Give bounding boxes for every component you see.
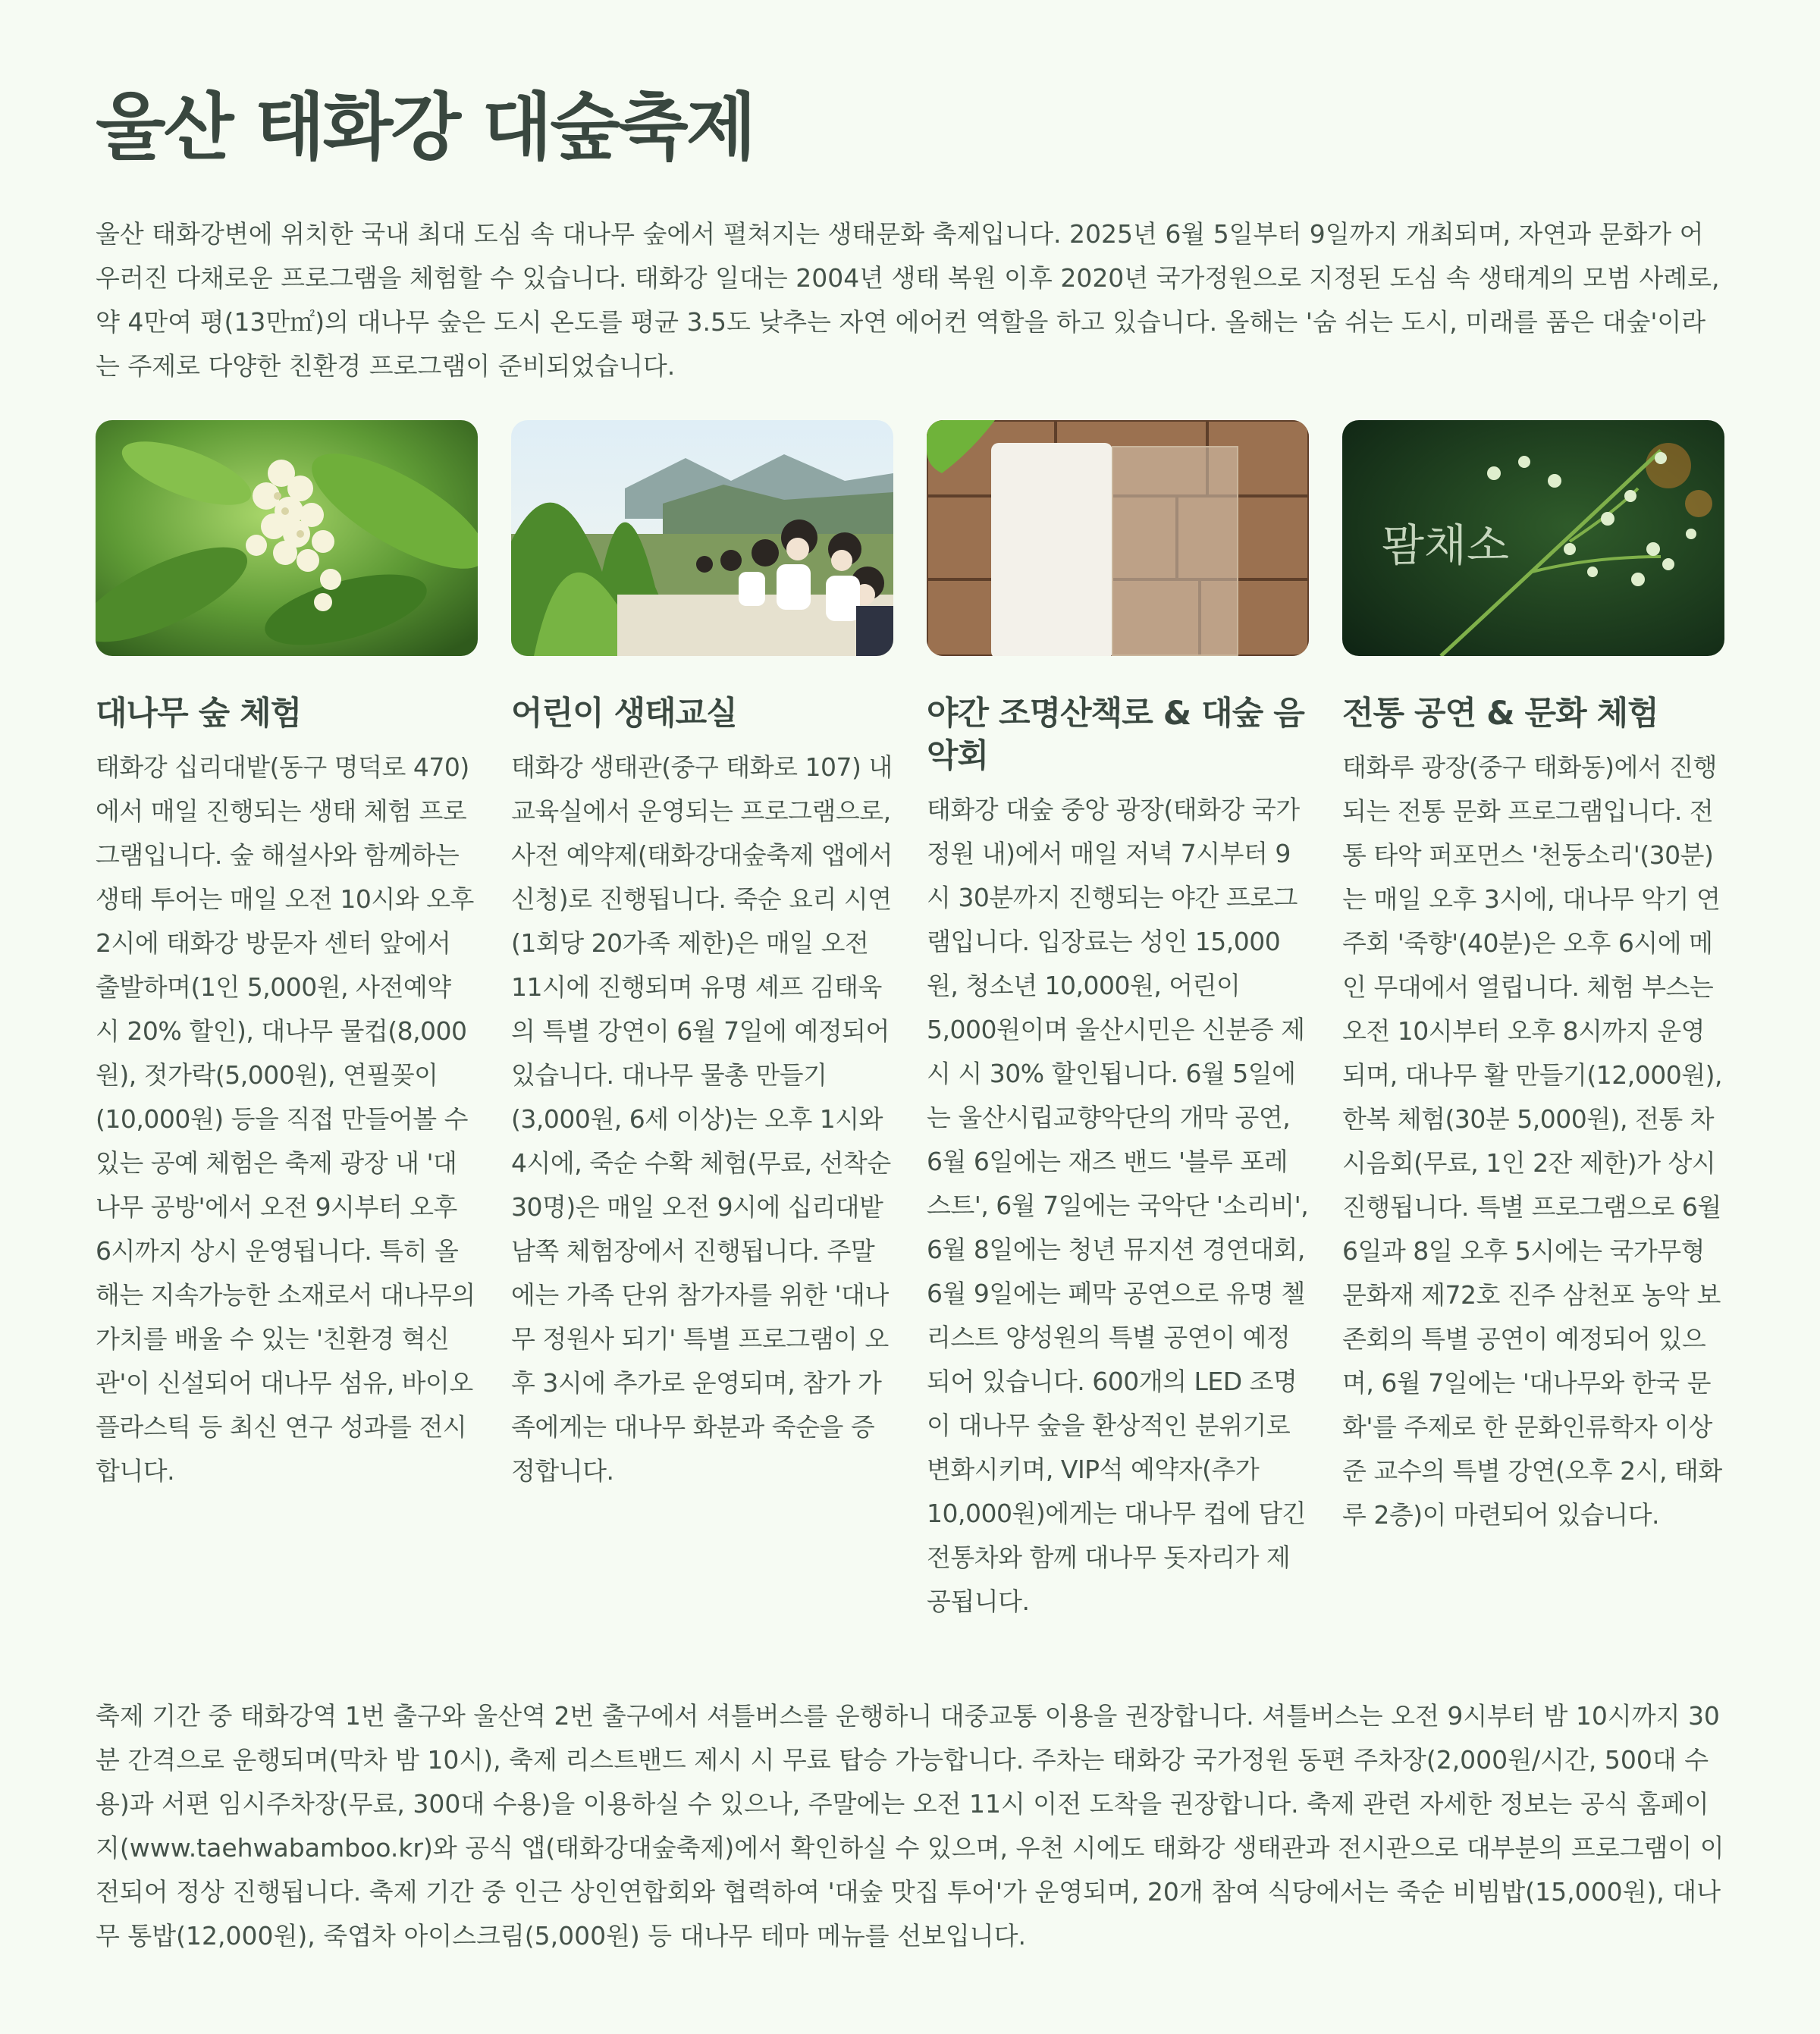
section-bamboo-forest — [96, 420, 478, 1493]
section-title: 전통 공연 & 문화 체험 — [1342, 695, 1658, 733]
intro-paragraph: 울산 태화강변에 위치한 국내 최대 도심 속 대나무 숲에서 펼쳐지는 생태문화 축제입니다. 2025년 6월 5일부터 9일까지 개최되며, 자연과 문화가 어우러진 다채로운 프로그램을 체험할 수 있습니다. 태화강 일대는 2004년 생태 복원 이후 2020년 국가정원으로 지정된 도심 속 생태계의 모범 사례로, 약 4만여 평(13만㎡)의 대나무 숲은 도시 온도를 평균 3.5도 낮추는 자연 에어컨 역할을 하고 있습니다. 올해는 '숨 쉬는 도시, 미래를 품은 대숲'이라는 주제로 다양한 친환경 프로그램이 준비되었습니다. — [96, 219, 1720, 381]
outro-paragraph: 축제 기간 중 태화강역 1번 출구와 울산역 2번 출구에서 셔틀버스를 운행하니 대중교통 이용을 권장합니다. 셔틀버스는 오전 9시부터 밤 10시까지 30분 간격으로 운행되며(막차 밤 10시), 축제 리스트밴드 제시 시 무료 탑승 가능합니다. 주차는 태화강 국가정원 동편 주차장(2,000원/시간, 500대 수용)과 서편 임시주차장(무료, 300대 수용)을 이용하실 수 있으나, 주말에는 오전 11시 이전 도착을 권장합니다. 축제 관련 자세한 정보는 공식 홈페이지(www.taehwabamboo.kr)와 공식 앱(태화강대숲축제)에서 확인하실 수 있으며, 우천 시에도 태화강 생태관과 전시관으로 대부분의 프로그램이 이전되어 정상 진행됩니다. 축제 기간 중 인근 상인연합회와 협력하여 '대숲 맛집 투어'가 운영되며, 20개 참여 식당에서는 죽순 비빔밥(15,000원), 대나무 통밥(12,000원), 죽엽차 아이스크림(5,000원) 등 대나무 테마 메뉴를 선보입니다. — [96, 1701, 1724, 1951]
section-body: 태화강 생태관(중구 태화로 107) 내 교육실에서 운영되는 프로그램으로, 사전 예약제(태화강대숲축제 앱에서 신청)로 진행됩니다. 죽순 요리 시연(1회당 20가족 제한)은 매일 오전 11시에 진행되며 유명 셰프 김태욱의 특별 강연이 6월 7일에 예정되어 있습니다. 대나무 물총 만들기(3,000원, 6세 이상)는 오후 1시와 4시에, 죽순 수확 체험(무료, 선착순 30명)은 매일 오전 9시에 십리대밭 남쪽 체험장에서 진행됩니다. 주말에는 가족 단위 참가자를 위한 '대나무 정원사 되기' 특별 프로그램이 오후 3시에 추가로 운영되며, 참가 가족에게는 대나무 화분과 죽순을 증정합니다. — [511, 752, 893, 1486]
section-body: 태화강 대숲 중앙 광장(태화강 국가정원 내)에서 매일 저녁 7시부터 9시 30분까지 진행되는 야간 프로그램입니다. 입장료는 성인 15,000원, 청소년 10,000원, 어린이 5,000원이며 울산시민은 신분증 제시 시 30% 할인됩니다. 6월 5일에는 울산시립교향악단의 개막 공연, 6월 6일에는 재즈 밴드 '블루 포레스트', 6월 7일에는 국악단 '소리비', 6월 8일에는 청년 뮤지션 경연대회, 6월 9일에는 폐막 공연으로 유명 첼리스트 양성원의 특별 공연이 예정되어 있습니다. 600개의 LED 조명이 대나무 숲을 환상적인 분위기로 변화시키며, VIP석 예약자(추가 10,000원)에게는 대나무 컵에 담긴 전통차와 함께 대나무 돗자리가 제공됩니다. — [927, 795, 1309, 1616]
section-body: 태화루 광장(중구 태화동)에서 진행되는 전통 문화 프로그램입니다. 전통 타악 퍼포먼스 '천둥소리'(30분)는 매일 오후 3시에, 대나무 악기 연주회 '죽향'(40분)은 오후 6시에 메인 무대에서 열립니다. 체험 부스는 오전 10시부터 오후 8시까지 운영되며, 대나무 활 만들기(12,000원), 한복 체험(30분 5,000원), 전통 차 시음회(무료, 1인 2잔 제한)가 상시 진행됩니다. 특별 프로그램으로 6월 6일과 8일 오후 5시에는 국가무형문화재 제72호 진주 삼천포 농악 보존회의 특별 공연이 예정되어 있으며, 6월 7일에는 '대나무와 한국 문화'를 주제로 한 문화인류학자 이상준 교수의 특별 강연(오후 2시, 태화루 2층)이 마련되어 있습니다. — [1342, 752, 1722, 1530]
green-buds-photo — [1342, 420, 1724, 656]
section-title: 어린이 생태교실 — [511, 695, 737, 733]
section-body: 태화강 십리대밭(동구 명덕로 470)에서 매일 진행되는 생태 체험 프로그램입니다. 숲 해설사와 함께하는 생태 투어는 매일 오전 10시와 오후 2시에 태화강 방문자 센터 앞에서 출발하며(1인 5,000원, 사전예약 시 20% 할인), 대나무 물컵(8,000원), 젓가락(5,000원), 연필꽂이(10,000원) 등을 직접 만들어볼 수 있는 공예 체험은 축제 광장 내 '대나무 공방'에서 오전 9시부터 오후 6시까지 상시 운영됩니다. 특히 올해는 지속가능한 소재로서 대나무의 가치를 배울 수 있는 '친환경 혁신관'이 신설되어 대나무 섬유, 바이오플라스틱 등 최신 연구 성과를 전시합니다. — [96, 752, 475, 1486]
section-night-walk-concert — [927, 420, 1309, 1624]
section-title: 야간 조명산책로 & 대숲 음악회 — [927, 695, 1304, 775]
page-title: 울산 태화강 대숲축제 — [96, 85, 755, 170]
white-flower-photo — [96, 420, 478, 656]
photo-caption-text: 뫔채소 — [1382, 519, 1510, 571]
section-traditional-culture — [1342, 420, 1724, 1537]
section-title: 대나무 숲 체험 — [96, 695, 302, 733]
section-kids-eco-class — [511, 420, 893, 1493]
paper-on-wood-photo — [927, 420, 1309, 656]
children-workshop-photo — [511, 420, 893, 656]
